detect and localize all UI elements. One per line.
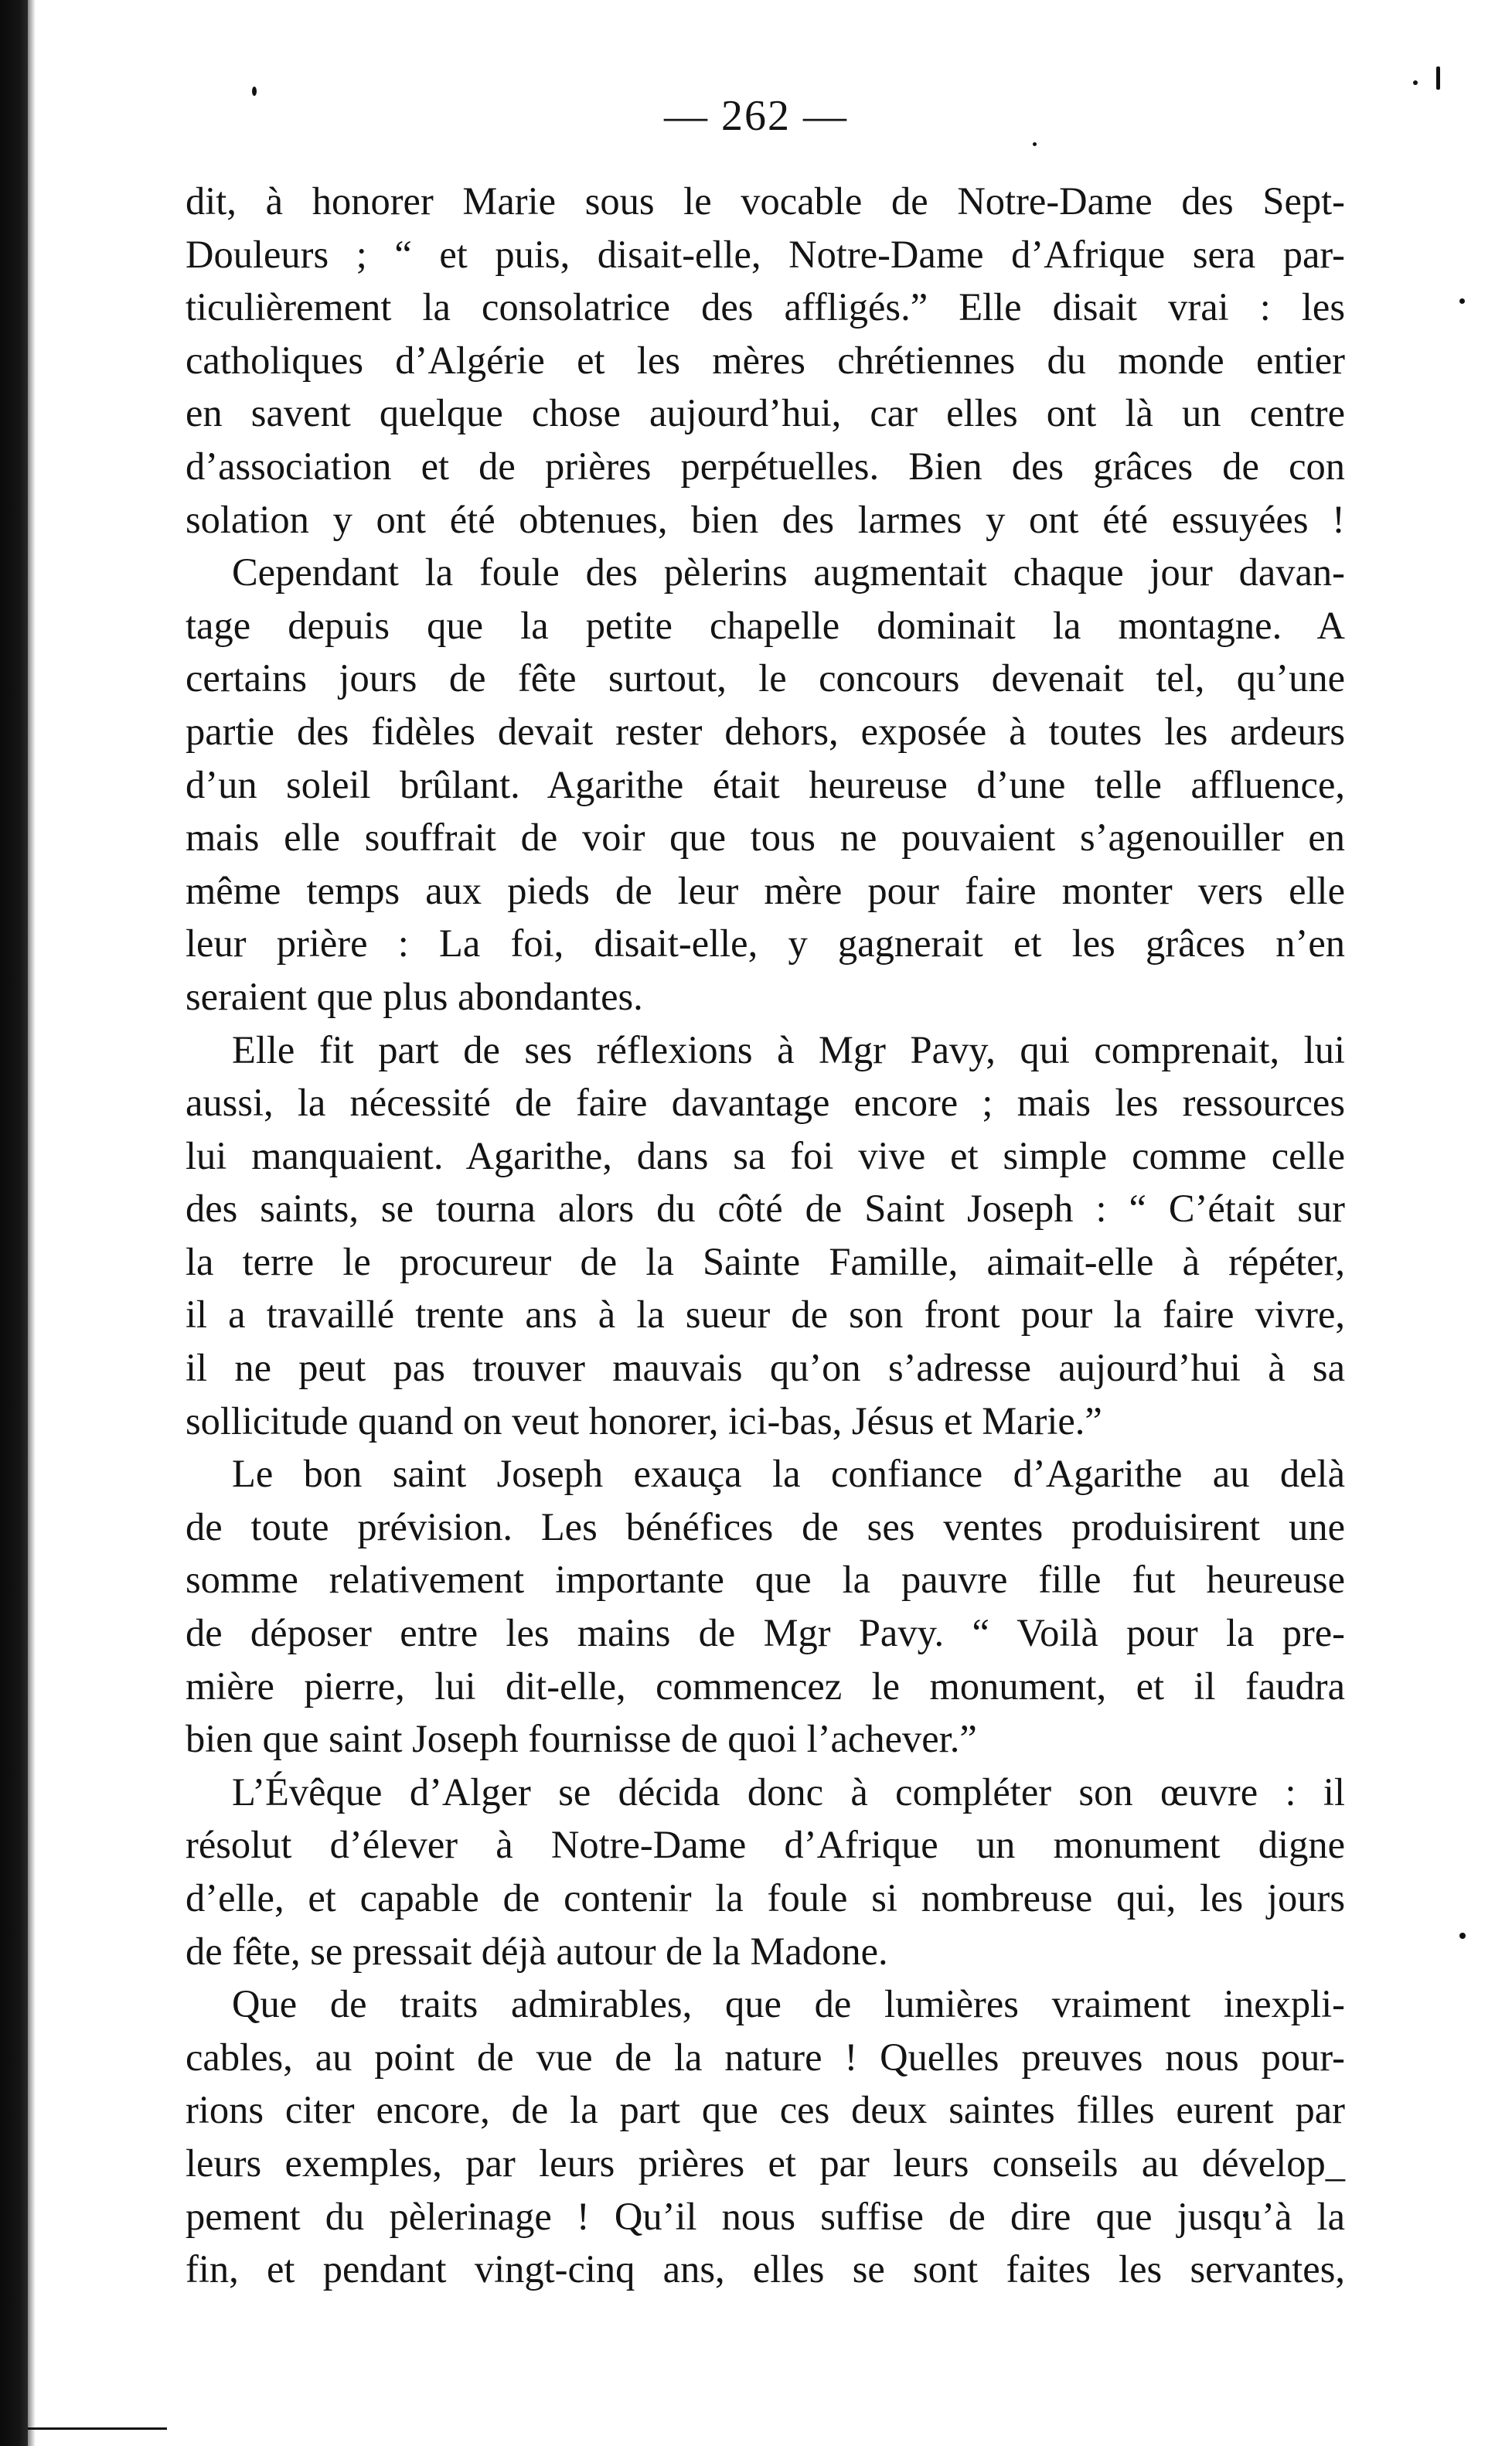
text-line: Que de traits admirables, que de lumières vraiment inexpli- <box>232 1982 1345 2026</box>
text-line: mais elle souffrait de voir que tous ne pouvaient s’agenouiller en <box>186 816 1345 860</box>
text-line: leurs exemples, par leurs prières et par leurs conseils au dévelop_ <box>186 2141 1345 2185</box>
text-line: mière pierre, lui dit-elle, commencez le monument, et il faudra <box>186 1664 1345 1708</box>
body-text <box>186 175 1345 2296</box>
text-line: cables, au point de vue de la nature ! Quelles preuves nous pour- <box>186 2035 1345 2079</box>
text-line: bien que saint Joseph fournisse de quoi l’achever.” <box>186 1717 977 1761</box>
text-line: seraient que plus abondantes. <box>186 974 643 1018</box>
scan-speck <box>1413 80 1418 85</box>
scan-speck <box>1436 66 1440 90</box>
text-line: certains jours de fête surtout, le concours devenait tel, qu’une <box>186 656 1345 700</box>
text-line: des saints, se tourna alors du côté de Saint Joseph : “ C’était sur <box>186 1187 1345 1231</box>
text-line: d’elle, et capable de contenir la foule si nombreuse qui, les jours <box>186 1876 1345 1920</box>
text-line: de toute prévision. Les bénéfices de ses ventes produisirent une <box>186 1504 1345 1548</box>
text-line: de fête, se pressait déjà autour de la Madone. <box>186 1929 888 1973</box>
text-line: L’Évêque d’Alger se décida donc à compléter son œuvre : il <box>232 1770 1345 1814</box>
text-line: résolut d’élever à Notre-Dame d’Afrique un monument digne <box>186 1823 1345 1867</box>
text-line: Le bon saint Joseph exauça la confiance d’Agarithe au delà <box>232 1452 1345 1496</box>
text-line: fin, et pendant vingt-cinq ans, elles se sont faites les servantes, <box>186 2247 1345 2291</box>
text-line: solation y ont été obtenues, bien des larmes y ont été essuyées ! <box>186 497 1345 541</box>
text-line: lui manquaient. Agarithe, dans sa foi vive et simple comme celle <box>186 1133 1345 1177</box>
text-line: il a travaillé trente ans à la sueur de son front pour la faire vivre, <box>186 1293 1345 1337</box>
text-line: rions citer encore, de la part que ces deux saintes filles eurent par <box>186 2088 1345 2132</box>
text-line: sollicitude quand on veut honorer, ici-bas, Jésus et Marie.” <box>186 1398 1102 1443</box>
scan-speck <box>1033 142 1037 146</box>
text-line: pement du pèlerinage ! Qu’il nous suffise de dire que jusqu’à la <box>186 2194 1345 2238</box>
text-line: Douleurs ; “ et puis, disait-elle, Notre-Dame d’Afrique sera par- <box>186 232 1345 276</box>
text-line: ticulièrement la consolatrice des affligés.” Elle disait vrai : les <box>186 285 1345 329</box>
text-line: partie des fidèles devait rester dehors, exposée à toutes les ardeurs <box>186 709 1345 753</box>
scan-speck <box>1459 298 1465 304</box>
text-line: catholiques d’Algérie et les mères chrétiennes du monde entier <box>186 338 1345 382</box>
text-line: aussi, la nécessité de faire davantage encore ; mais les ressources <box>186 1081 1345 1125</box>
scan-speck <box>1459 1933 1466 1939</box>
text-line: d’association et de prières perpétuelles. Bien des grâces de con <box>186 444 1345 488</box>
text-line: la terre le procureur de la Sainte Famille, aimait-elle à répéter, <box>186 1239 1345 1283</box>
text-line: Elle fit part de ses réflexions à Mgr Pavy, qui comprenait, lui <box>232 1027 1345 1071</box>
text-line: Cependant la foule des pèlerins augmentait chaque jour davan- <box>232 550 1345 594</box>
text-line: tage depuis que la petite chapelle dominait la montagne. A <box>186 603 1345 647</box>
bottom-edge-mark <box>28 2427 167 2430</box>
binding-edge <box>0 0 28 2446</box>
text-line: même temps aux pieds de leur mère pour faire monter vers elle <box>186 868 1345 912</box>
text-line: il ne peut pas trouver mauvais qu’on s’adresse aujourd’hui à sa <box>186 1346 1345 1390</box>
text-line: somme relativement importante que la pauvre fille fut heureuse <box>186 1558 1345 1602</box>
text-line: de déposer entre les mains de Mgr Pavy. “ Voilà pour la pre- <box>186 1611 1345 1655</box>
binding-shadow <box>28 0 36 2446</box>
text-line: d’un soleil brûlant. Agarithe était heureuse d’une telle affluence, <box>186 762 1345 806</box>
text-line: dit, à honorer Marie sous le vocable de Notre-Dame des Sept- <box>186 179 1345 223</box>
text-line: leur prière : La foi, disait-elle, y gagnerait et les grâces n’en <box>186 922 1345 966</box>
text-line: en savent quelque chose aujourd’hui, car elles ont là un centre <box>186 391 1345 435</box>
page-number: — 262 — <box>664 92 848 140</box>
